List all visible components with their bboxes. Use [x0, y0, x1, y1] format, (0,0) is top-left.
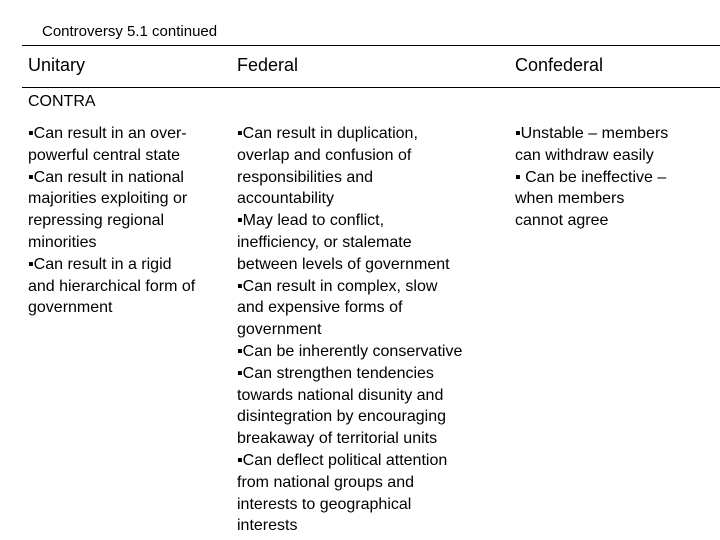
federal-contra-points: ▪Can result in duplication, overlap and confusion of responsibilities and accountability ▪May lead to conflict, inefficiency, or stalemate between levels of government ▪Can result in complex, slow and expensive forms of government ▪Can be inherently conservative ▪Can strengthen tendencies towards national disunity and disintegration by encouraging breakaway of territorial units ▪Can deflect political attention from national groups and interests to geographical interests	[237, 125, 463, 535]
top-divider	[22, 45, 720, 46]
section-label-contra: CONTRA	[28, 93, 96, 110]
unitary-contra-points: ▪Can result in an over- powerful central state ▪Can result in national majorities exploiting or repressing regional minorities ▪Can result in a rigid and hierarchical form of government	[28, 125, 196, 317]
header-unitary: Unitary	[28, 55, 86, 75]
header-confederal: Confederal	[515, 55, 604, 75]
header-divider	[22, 87, 720, 88]
confederal-contra-points: ▪Unstable – members can withdraw easily ▪ Can be ineffective – when members cannot agree	[515, 125, 669, 230]
header-federal: Federal	[237, 55, 299, 75]
slide-caption: Controversy 5.1 continued	[42, 23, 218, 40]
